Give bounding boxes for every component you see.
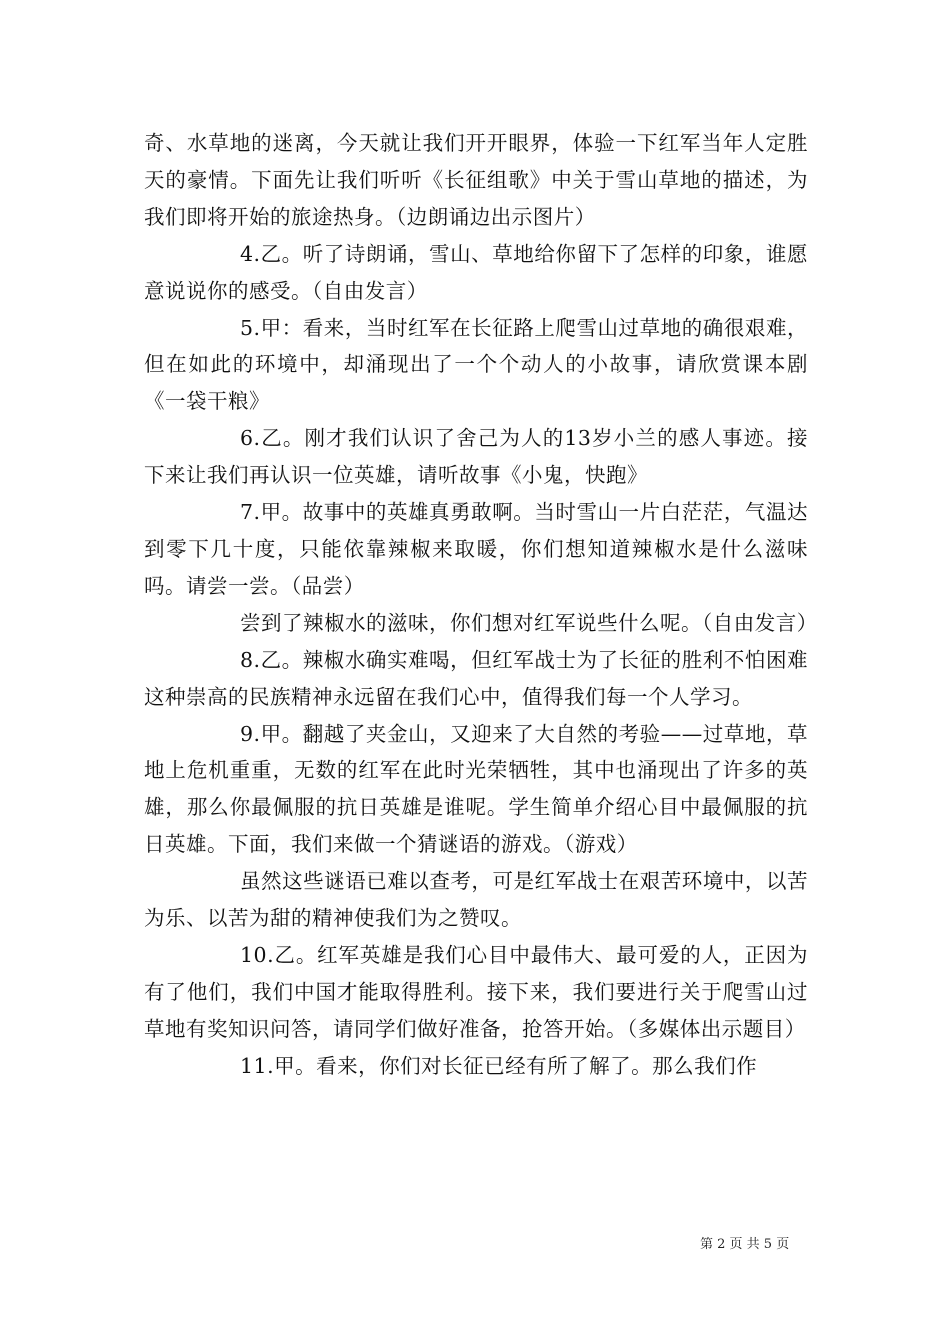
paragraph-item-8: 8.乙。辣椒水确实难喝，但红军战士为了长征的胜利不怕困难这种崇高的民族精神永远留在我们心中，值得我们每一个人学习。 xyxy=(144,647,808,709)
document-body xyxy=(144,125,818,1085)
paragraph-item-10: 10.乙。红军英雄是我们心目中最伟大、最可爱的人，正因为有了他们，我们中国才能取得胜利。接下来，我们要进行关于爬雪山过草地有奖知识问答，请同学们做好准备，抢答开始。（多媒体出示题目） xyxy=(144,942,808,1041)
paragraph-continuation: 奇、水草地的迷离，今天就让我们开开眼界，体验一下红军当年人定胜天的豪情。下面先让我们听听《长征组歌》中关于雪山草地的描述，为我们即将开始的旅途热身。（边朗诵边出示图片） xyxy=(144,131,808,229)
paragraph-item-9-followup: 虽然这些谜语已难以查考，可是红军战士在艰苦环境中，以苦为乐、以苦为甜的精神使我们为之赞叹。 xyxy=(144,869,808,931)
paragraph-item-5: 5.甲：看来，当时红军在长征路上爬雪山过草地的确很艰难，但在如此的环境中，却涌现出了一个个动人的小故事，请欣赏课本剧《一袋干粮》 xyxy=(144,315,808,414)
paragraph-item-11: 11.甲。看来，你们对长征已经有所了解了。那么我们作 xyxy=(240,1053,758,1078)
paragraph-item-4: 4.乙。听了诗朗诵，雪山、草地给你留下了怎样的印象，谁愿意说说你的感受。（自由发言） xyxy=(144,241,808,303)
paragraph-item-7: 7.甲。故事中的英雄真勇敢啊。当时雪山一片白茫茫，气温达到零下几十度，只能依靠辣椒来取暖，你们想知道辣椒水是什么滋味吗。请尝一尝。（品尝） xyxy=(144,500,808,598)
page-number-footer: 第 2 页 共 5 页 xyxy=(700,1237,790,1252)
paragraph-item-9: 9.甲。翻越了夹金山，又迎来了大自然的考验——过草地，草地上危机重重，无数的红军在此时光荣牺牲，其中也涌现出了许多的英雄，那么你最佩服的抗日英雄是谁呢。学生简单介绍心目中最佩服的抗日英雄。下面，我们来做一个猜谜语的游戏。（游戏） xyxy=(144,721,808,857)
paragraph-item-6: 6.乙。刚才我们认识了舍己为人的13岁小兰的感人事迹。接下来让我们再认识一位英雄，请听故事《小鬼，快跑》 xyxy=(144,426,808,488)
paragraph-item-7-followup: 尝到了辣椒水的滋味，你们想对红军说些什么呢。（自由发言） xyxy=(240,610,818,635)
